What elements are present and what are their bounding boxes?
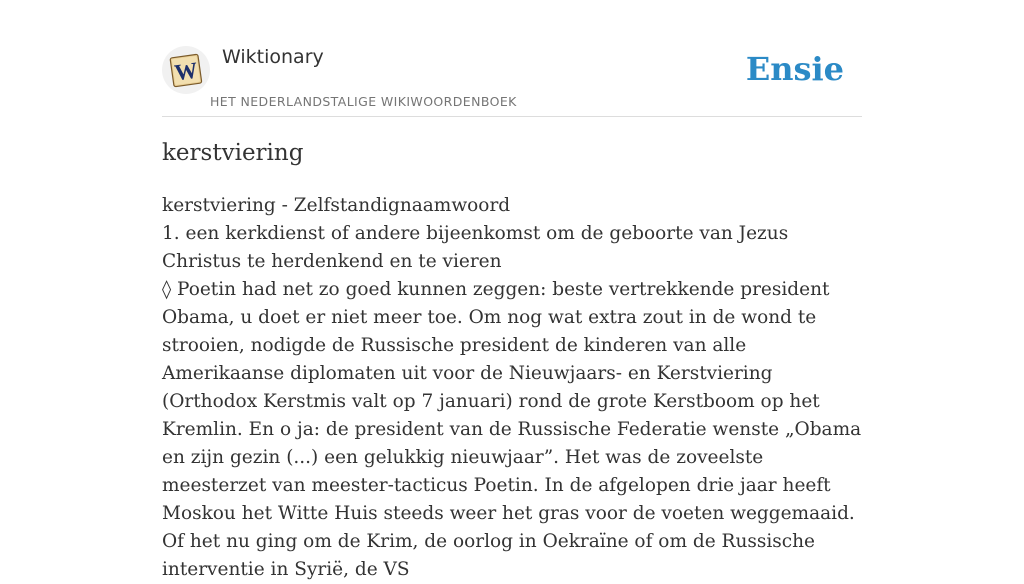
ensie-brand-logo[interactable]: Ensie — [745, 50, 844, 88]
logo-letter: W — [172, 57, 200, 86]
site-header — [162, 44, 862, 117]
word-type-line: kerstviering - Zelfstandignaamwoord — [162, 195, 511, 216]
definition-text: 1. een kerkdienst of andere bijeenkomst om de geboorte van Jezus Christus te herdenkend en te vieren — [162, 223, 789, 272]
site-name[interactable]: Wiktionary — [222, 46, 324, 68]
wiktionary-logo-icon[interactable] — [162, 46, 210, 94]
site-tagline: HET NEDERLANDSTALIGE WIKIWOORDENBOEK — [210, 94, 517, 109]
page-title: kerstviering — [162, 140, 304, 166]
example-text: ◊ Poetin had net zo goed kunnen zeggen: beste vertrekkende president Obama, u doet er niet meer toe. Om nog wat extra zout in de wond te strooien, nodigde de Russische president de kinderen van alle Amerikaanse diplomaten uit voor de Nieuwjaars- en Kerstviering (Orthodox Kerstmis valt op 7 januari) rond de grote Kerstboom op het Kremlin. En o ja: de president van de Russische Federatie wenste „Obama en zijn gezin (...) een gelukkig nieuwjaar”. Het was de zoveelste meesterzet van meester-tacticus Poetin. In de afgelopen drie jaar heeft Moskou het Witte Huis steeds weer het gras voor de voeten weggemaaid. Of het nu ging om de Krim, de oorlog in Oekraïne of om de Russische interventie in Syrië, de VS — [162, 279, 862, 580]
entry-content — [162, 192, 866, 584]
